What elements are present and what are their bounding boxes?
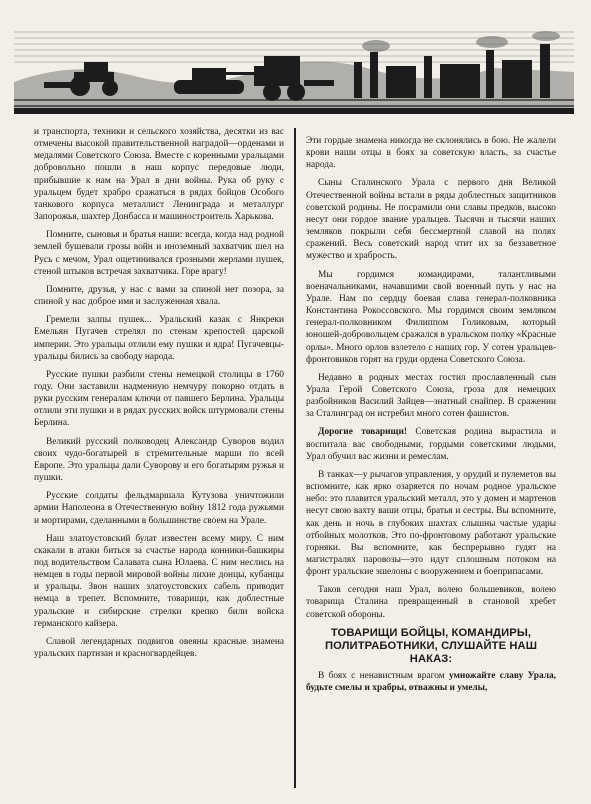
paragraph: Русские пушки разбили стены немецкой столицы в 1760 году. Они заставили надменную немчуру покорно отдать в руки русским генералам ключи от павшего Берлина. Уральцы отлили эти пушки и в рядах русских войск штурмовали стены Берлина. [34, 369, 284, 429]
paragraph-text: В боях с ненавистным врагом [318, 670, 449, 681]
left-column [34, 126, 284, 666]
paragraph: Наш златоустовский булат известен всему миру. С ним скакали в атаки биться за счастье народа конники-башкиры под водительством Салавата сына Юлаева. С ним неслись на немцев в годы первой мировой войны лихие донцы, кубанцы и уральцы. Звон наших златоустовских сабель приводит немца в трепет. Вспомните, товарищи, как доблестные уральские и сибирские стрелки крепко били войска германского кайзера. [34, 533, 284, 629]
right-column [306, 135, 556, 700]
paragraph-text: Советская родина вырастила и воспитала вас свободными, гордыми советскими людьми, Урал обучил вас жизни и ремеслам. [306, 427, 556, 462]
paragraph: Недавно в родных местах гостил прославленный сын Урала Герой Советского Союза, гроза для немецких разбойников Василий Зайцев—знатный снайпер. В сражении за Сталинград он истребил много сотен фашистов. [306, 372, 556, 420]
paragraph: Таков сегодня наш Урал, волею большевиков, волею товарища Сталина превращенный в становой хребет советской обороны. [306, 585, 556, 620]
industrial-panorama-illustration [14, 22, 574, 114]
address-phrase: Дорогие товарищи! [318, 427, 407, 438]
paragraph [306, 670, 556, 694]
paragraph: Помните, сыновья и братья наши: всегда, когда над родной землей бушевали грозы войн и иноземный захватчик шел на Русь с мечом, Урал ощетинивался грозными жерлами пушек, стеной штыков встречая захватчика. Горе врагу! [34, 230, 284, 277]
paragraph: Помните, друзья, у нас с вами за спиной нет позора, за спиной у нас доброе имя и заслуженная хвала. [34, 284, 284, 308]
paragraph: и транспорта, техники и сельского хозяйства, десятки из вас отмечены высокой правительственной наградой—орденами и медалями Советского Союза. Вместе с коренными уральцами добровольно пошли в наш корпус передовые люди, прибывшие к нам на Урал в дни войны. Рука об руку с уральцем будет храбро сражаться в рядах бойцов Особого танкового корпуса металлист Ленинграда и металлург Запорожья, шахтер Донбасса и машиностроитель Харькова. [34, 127, 284, 223]
paragraph: Мы гордимся командирами, талантливыми военачальниками, начавшими свой военный путь у нас на Урале. Нам по сердцу боевая слава генерал-полковника Константина Рокоссовского. Мы гордимся своим земляком генерал-полковником Филиппом Голиковым, который юношей-добровольцем сражался в уральском полку «Красные орлы». Много орлов взлетело с наших гор. У сотен уральцев-фронтовиков горят на груди ордена Советского Союза. [306, 269, 556, 365]
paragraph: Эти гордые знамена никогда не склонялись в бою. Не жалели крови наши отцы в боях за советскую власть, за счастье народа. [306, 136, 556, 171]
column-divider [294, 128, 296, 788]
paragraph: Гремели залпы пушек... Уральский казак с Янкреки Емельян Пугачев стрелял по стенам крепостей царской империи. Это уральцы отлили ему пушки и ядра! Пугачевцы-уральцы бились за свободу народа. [34, 315, 284, 362]
paragraph: Великий русский полководец Александр Суворов водил своих чудо-богатырей в стремительные марши по всей Европе. Это уральцы дали Суворову и его богатырям ружья и пушки. [34, 436, 284, 484]
section-heading: ТОВАРИЩИ БОЙЦЫ, КОМАНДИРЫ, ПОЛИТРАБОТНИКИ, СЛУШАЙТЕ НАШ НАКАЗ: [324, 626, 538, 665]
paragraph: Русские солдаты фельдмаршала Кутузова уничтожили армии Наполеона в Отечественную войну 1812 года ружьями и мортирами, сделанными в большинстве своем на Урале. [34, 491, 284, 526]
paragraph: Славой легендарных подвигов овеяны красные знамена уральских партизан и красногвардейцев. [34, 636, 284, 660]
paragraph: В танках—у рычагов управления, у орудий и пулеметов вы вспомните, как ярко озаряется по ночам родное уральское небо: это плавится уральский металл, это у домен и мартенов несут свою вахту ваши отцы, братья и сестры. Вы вспомните, как день и ночь в глубоких шахтах слышны частые удары отбойных молотков. Это по-фронтовому работают уральские горняки. Вы вспомните, как беспрерывно гудят на магистралях паровозы—это идут сплошным потоком на фронт уральские эшелоны с вооружением и боеприпасами. [306, 469, 556, 578]
paragraph [306, 426, 556, 462]
paragraph: Сыны Сталинского Урала с первого дня Великой Отечественной войны встали в ряды доблестных защитников советской родины. Не посрамили они славы предков, высоко несут они гордое звание уральцев. Тысячи и тысячи наших земляков покрыли себя бессмертной славой на полях сражений. Весь советский народ чтит их за беззаветное мужество и храбрость. [306, 178, 556, 262]
emphasis-text: умножайте славу Урала, будьте смелы и храбры, отважны и умелы, [306, 670, 557, 693]
